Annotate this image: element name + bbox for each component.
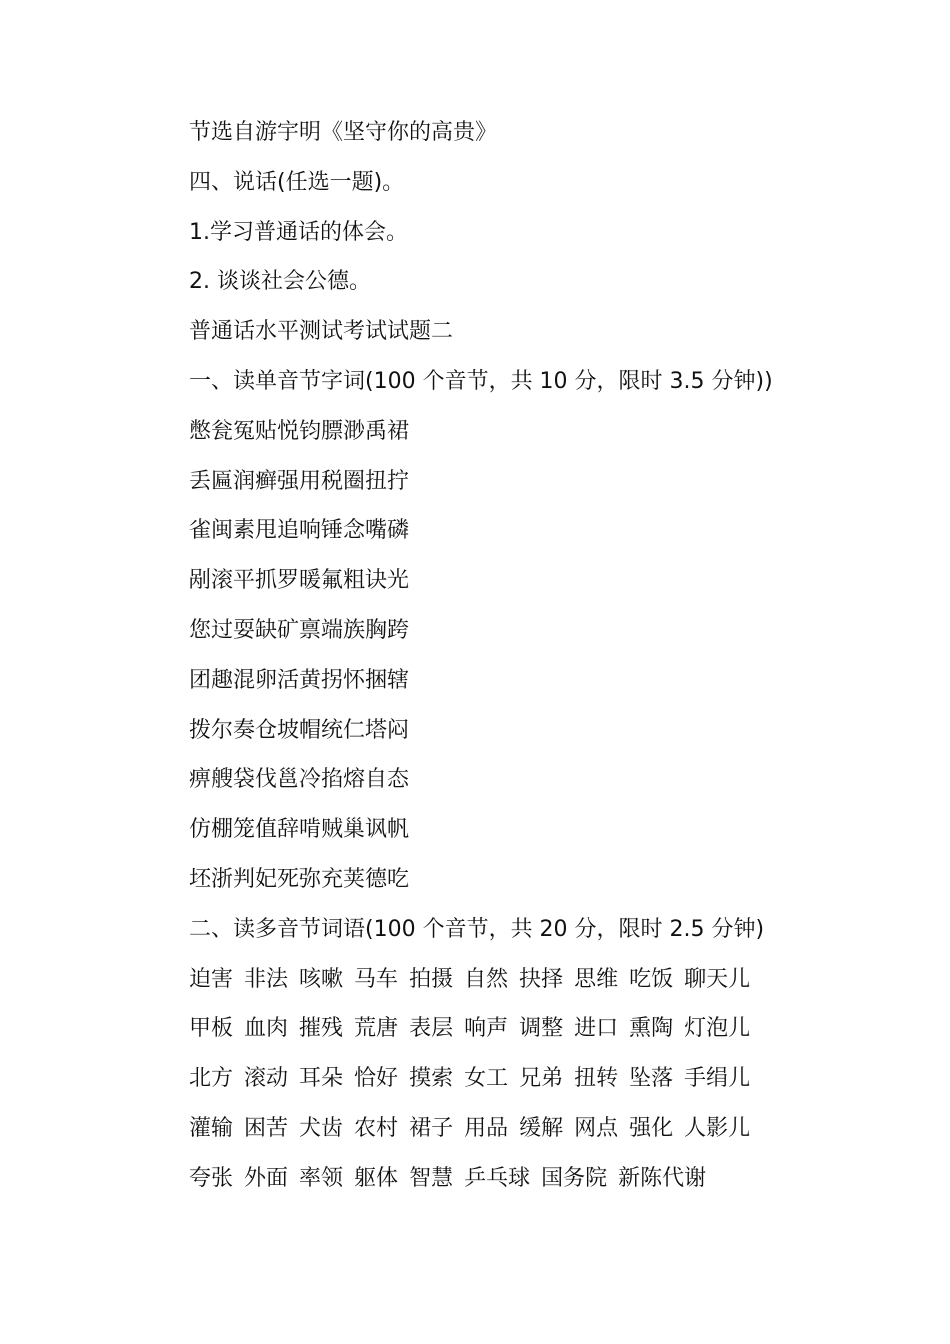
word-item: 躯体 (354, 1165, 399, 1191)
single-syllable-row: 坯浙判妃死弥充荚德吃 (189, 866, 410, 892)
word-item: 聊天儿 (684, 966, 751, 992)
word-item: 思维 (574, 966, 619, 992)
word-item: 耳朵 (299, 1066, 344, 1092)
word-item: 甲板 (189, 1016, 234, 1042)
word-item: 乒乓球 (464, 1165, 531, 1191)
multi-syllable-row (189, 1057, 829, 1107)
word-item: 女工 (464, 1066, 509, 1092)
multi-syllable-row (189, 1157, 829, 1207)
word-item: 手绢儿 (684, 1066, 751, 1092)
word-item: 马车 (354, 966, 399, 992)
document-content (189, 111, 829, 1207)
single-syllable-row: 痹艘袋伐邕冷掐熔自态 (189, 767, 410, 793)
word-item: 率领 (299, 1165, 344, 1191)
word-item: 坠落 (629, 1066, 674, 1092)
word-item: 扭转 (574, 1066, 619, 1092)
single-syllable-row: 丢匾润癣强用税圈扭拧 (189, 468, 410, 494)
word-item: 调整 (519, 1016, 564, 1042)
word-item: 荒唐 (354, 1016, 399, 1042)
word-item: 灯泡儿 (684, 1016, 751, 1042)
word-item: 血肉 (244, 1016, 289, 1042)
word-item: 兄弟 (519, 1066, 564, 1092)
speaking-topic-2: 2. 谈谈社会公德。 (189, 269, 371, 295)
word-item: 非法 (244, 966, 289, 992)
word-item: 灌输 (189, 1115, 234, 1141)
section-heading-multi-syllable: 二、读多音节词语(100 个音节，共 20 分，限时 2.5 分钟) (189, 916, 765, 942)
word-item: 进口 (574, 1016, 619, 1042)
word-item: 裙子 (409, 1115, 454, 1141)
word-item: 咳嗽 (299, 966, 344, 992)
word-item: 滚动 (244, 1066, 289, 1092)
word-item: 困苦 (244, 1115, 289, 1141)
word-item: 吃饭 (629, 966, 674, 992)
word-item: 强化 (629, 1115, 674, 1141)
word-item: 响声 (464, 1016, 509, 1042)
single-syllable-row: 仿棚笼值辞啃贼巢讽帆 (189, 817, 410, 843)
single-syllable-row: 团趣混卵活黄拐怀捆辖 (189, 667, 410, 693)
section-heading-single-syllable: 一、读单音节字词(100 个音节，共 10 分，限时 3.5 分钟)) (189, 368, 773, 394)
speaking-topic-1: 1.学习普通话的体会。 (189, 219, 408, 245)
word-item: 摸索 (409, 1066, 454, 1092)
test-title: 普通话水平测试考试试题二 (189, 319, 454, 345)
word-item: 熏陶 (629, 1016, 674, 1042)
source-note: 节选自游宇明《坚守你的高贵》 (189, 120, 498, 145)
word-item: 智慧 (409, 1165, 454, 1191)
word-item: 自然 (464, 966, 509, 992)
single-syllable-row: 拨尔奏仓坡帽统仁塔闷 (189, 717, 410, 743)
word-item: 犬齿 (299, 1115, 344, 1141)
word-item: 拍摄 (409, 966, 454, 992)
word-item: 缓解 (519, 1115, 564, 1141)
word-item: 抉择 (519, 966, 564, 992)
single-syllable-row: 剐滚平抓罗暖氟粗诀光 (189, 568, 410, 594)
single-syllable-row: 憋瓮冤贴悦钧膘渺禹裙 (189, 418, 410, 444)
word-item: 迫害 (189, 966, 234, 992)
single-syllable-row: 雀闽素甩追响锤念嘴磷 (189, 518, 410, 544)
single-syllable-row: 您过耍缺矿禀端族胸跨 (189, 617, 410, 643)
word-item: 夸张 (189, 1165, 234, 1191)
word-item: 恰好 (354, 1066, 399, 1092)
word-item: 用品 (464, 1115, 509, 1141)
word-item: 人影儿 (684, 1115, 751, 1141)
multi-syllable-row (189, 1007, 829, 1057)
word-item: 北方 (189, 1066, 234, 1092)
multi-syllable-row (189, 958, 829, 1008)
word-item: 农村 (354, 1115, 399, 1141)
word-item: 新陈代谢 (618, 1165, 707, 1191)
word-item: 网点 (574, 1115, 619, 1141)
word-item: 国务院 (541, 1165, 608, 1191)
word-item: 摧残 (299, 1016, 344, 1042)
word-item: 外面 (244, 1165, 289, 1191)
word-item: 表层 (409, 1016, 454, 1042)
multi-syllable-row (189, 1107, 829, 1157)
section-heading-speaking: 四、说话(任选一题)。 (189, 169, 405, 195)
